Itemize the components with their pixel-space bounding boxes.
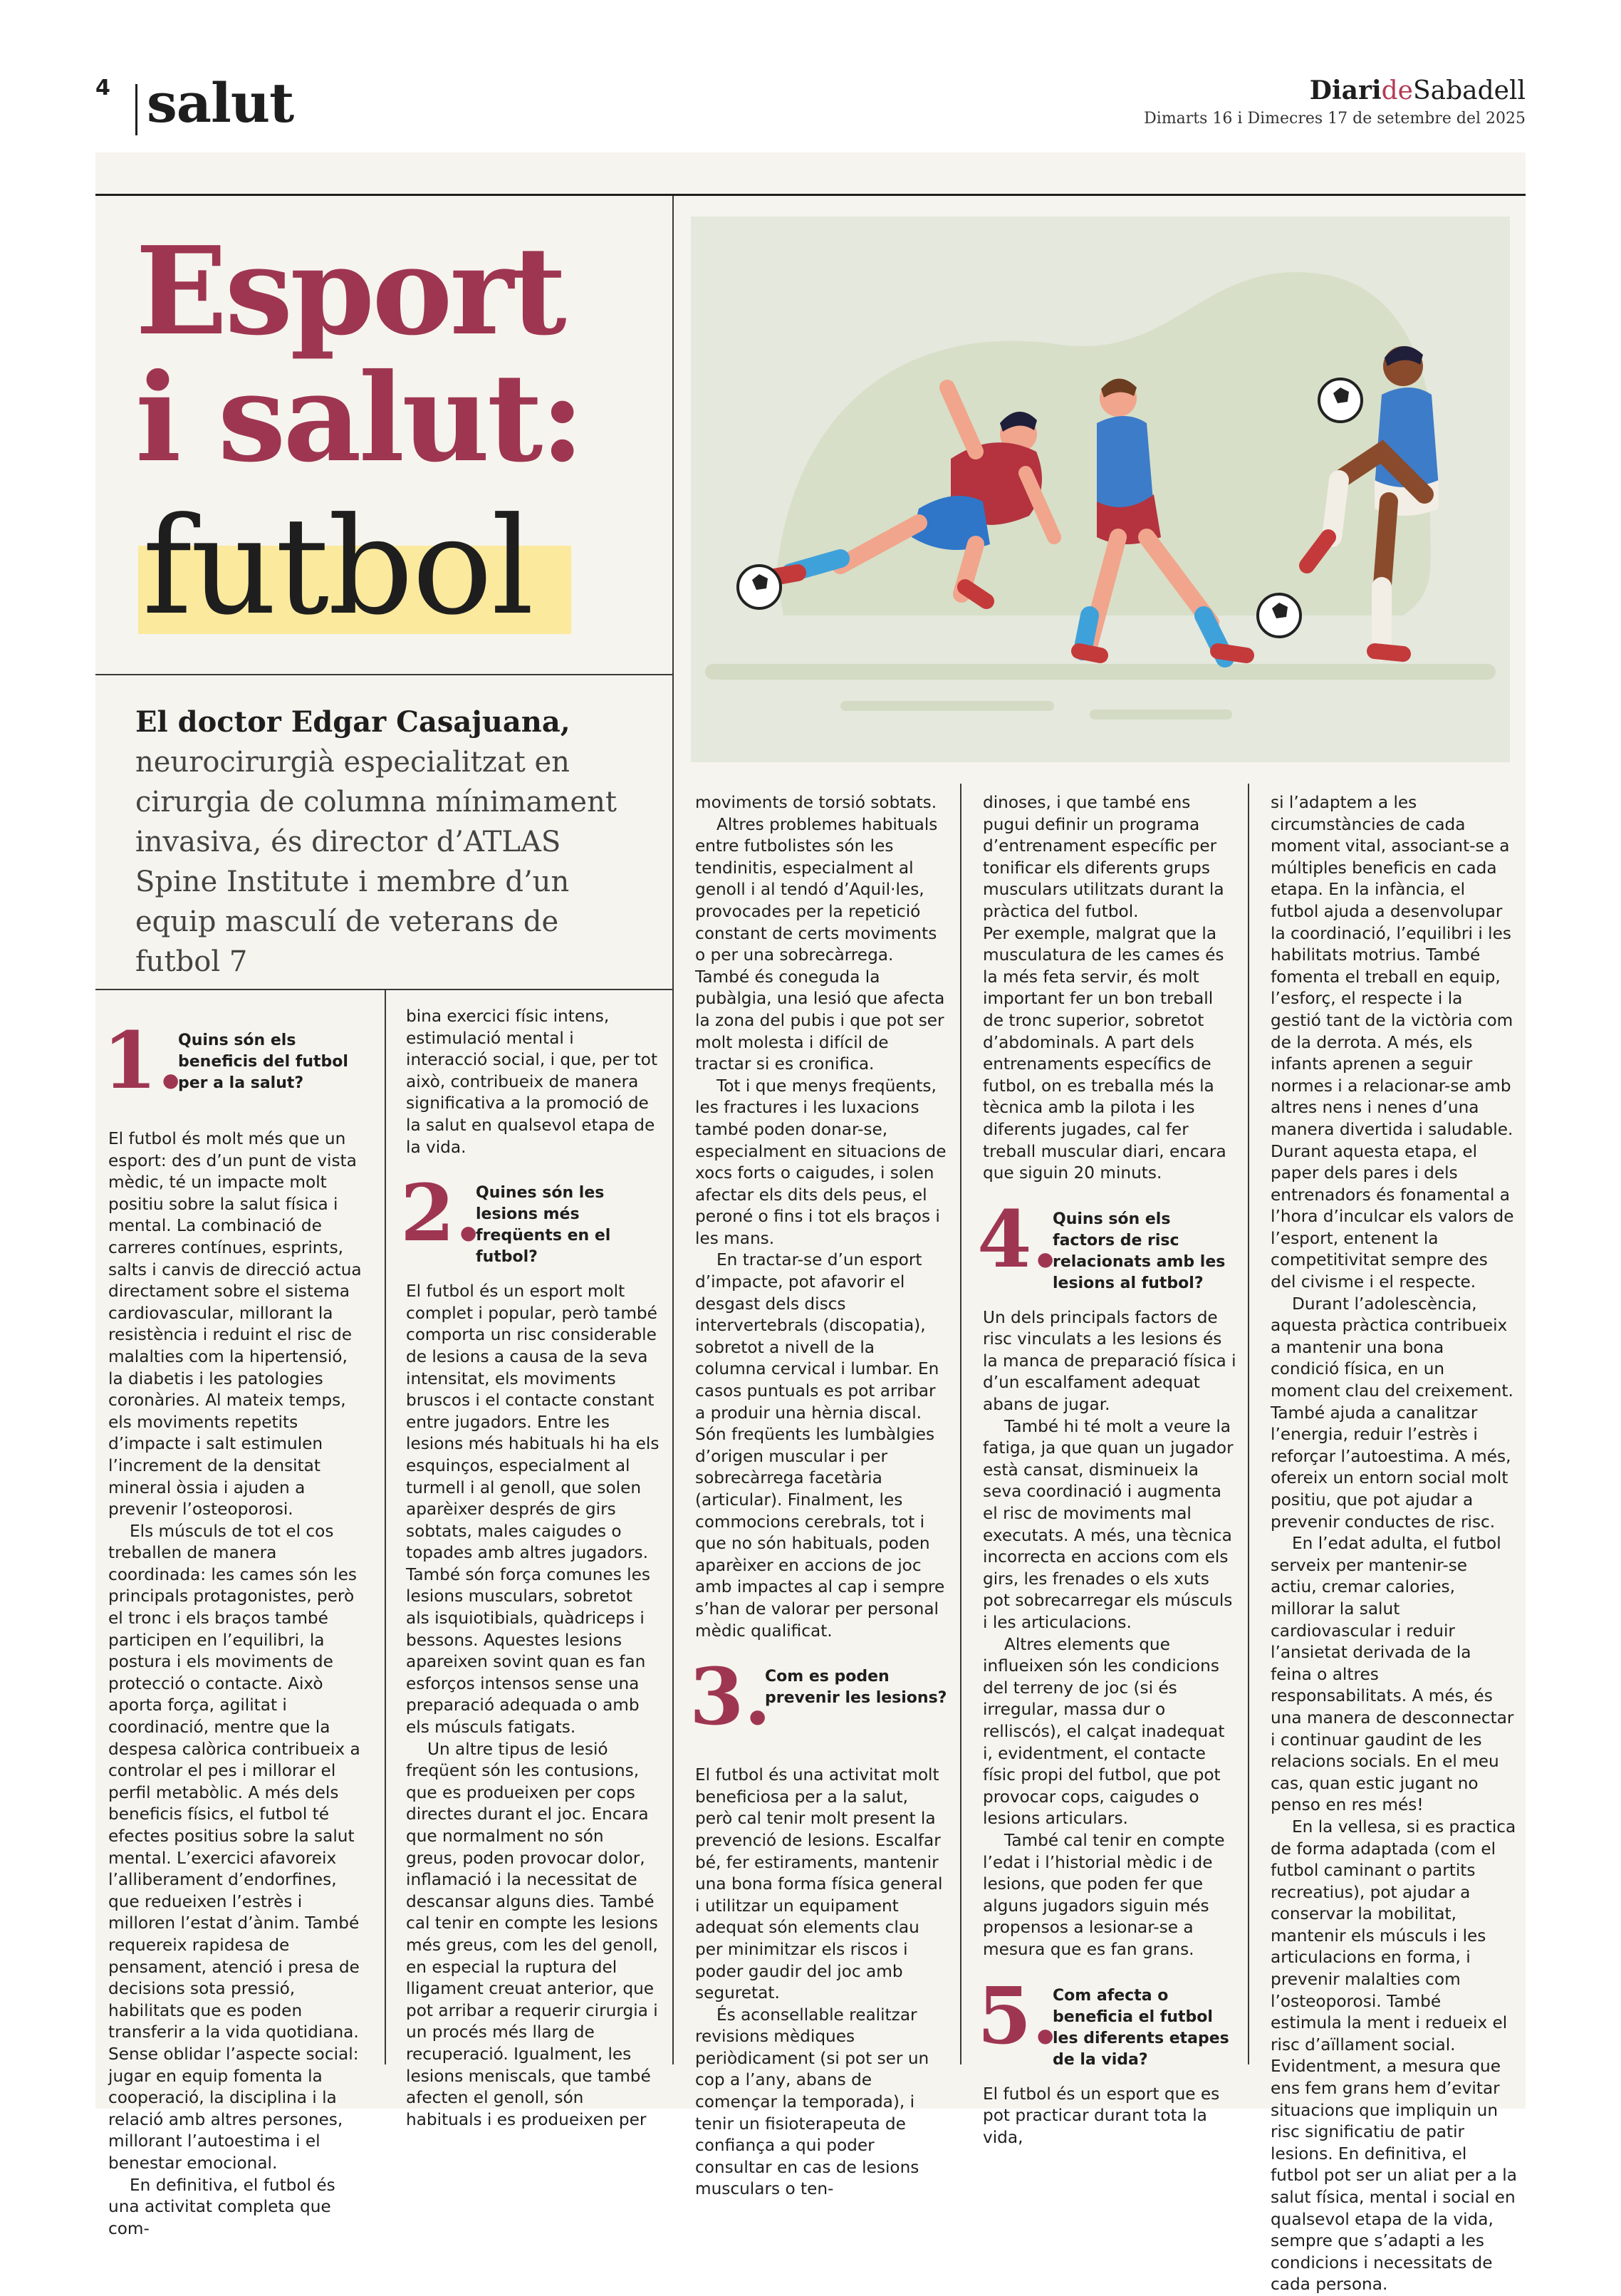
column-divider-3 (960, 784, 961, 2064)
question-2-number: 2. (400, 1167, 482, 1259)
paragraph: En la vellesa, si es practica de forma adaptada (com el futbol caminant o partits recreatius), pot ajudar a conservar la mobilitat, mantenir els músculs i les articulacions en forma, i prevenir malalties com l’osteoporosi. També estimula la ment i redueix el risc d’aïllament social. Evidentment, a mesura que ens fem grans hem d’evitar situacions que impliquin un risc significatiu de patir lesions. En definitiva, el futbol pot ser un aliat per a la salut física, mental i social en qualsevol etapa de la vida, sempre que s’adapti a les condicions i necessitats de cada persona. (1271, 1817, 1517, 2295)
paragraph: Durant l’adolescència, aquesta pràctica contribueix a mantenir una bona condició física, en un moment clau del creixement. També ajuda a canalitzar l’energia, reduir l’estrès i reforçar l’autoestima. A més, ofereix un entorn social molt positiu, que pot ajudar a prevenir conductes de risc. (1271, 1294, 1513, 1532)
paragraph: El futbol és una activitat molt beneficiosa per a la salut, però cal tenir molt present la prevenció de lesions. Escalfar bé, fer estiraments, mantenir una bona forma física general i utilitzar un equipament adequat són elements clau per minimitzar els riscos i poder gaudir del joc amb seguretat. (695, 1765, 943, 2003)
paragraph: També cal tenir en compte l’edat i l’historial mèdic i de lesions, que poden fer que alguns jugadors siguin més propensos a lesionar-se a mesura que es fan grans. (983, 1830, 1225, 1959)
paragraph: Un altre tipus de lesió freqüent són les contusions, que es produeixen per cops directes durant el joc. Encara que normalment no són greus, poden provocar dolor, inflamació i la necessitat de descansar alguns dies. També cal tenir en compte les lesions més greus, com les del genoll, en especial la ruptura del lligament creuat anterior, que pot arribar a requerir cirurgia i un procés més llarg de recuperació. Igualment, les lesions meniscals, que també afecten el genoll, són habituals i es produeixen per (406, 1739, 658, 2129)
divider-title-image (672, 196, 674, 989)
paragraph: Un dels principals factors de risc vinculats a les lesions és la manca de preparació física i d’un escalfament adequat abans de jugar. (983, 1307, 1236, 1415)
masthead (1310, 76, 1526, 105)
panel-top-rule (95, 194, 1526, 196)
paragraph: Tot i que menys freqüents, les fractures i les luxacions també poden donar-se, especialment en situacions de xocs forts o caigudes, i solen afectar els dits dels peus, el peroné o fins i tot els braços i les mans. (695, 1076, 947, 1248)
article-column-4 (977, 792, 1236, 2149)
question-1 (103, 1014, 362, 1108)
column-divider-2 (672, 989, 674, 2064)
paragraph: dinoses, i que també ens pugui definir un programa d’entrenament específic per tonificar els diferents grups musculars utilitzats durant la pràctica del futbol. (983, 793, 1224, 921)
column-divider-4 (1248, 784, 1249, 2064)
article-column-5 (1271, 792, 1517, 2296)
paragraph: En tractar-se d’un esport d’impacte, pot afavorir el desgast dels discs intervertebrals (discopatia), sobretot a nivell de la columna cervical i lumbar. En casos puntuals es pot arribar a produir una hèrnia discal. Són freqüents les lumbàlgies d’origen muscular i per sobrecàrrega facetària (articular). Finalment, les commocions cerebrals, tot i que no són habituals, poden aparèixer en accions de joc amb impactes al cap i sempre s’han de valorar per personal mèdic qualificat. (695, 1250, 945, 1641)
question-4 (977, 1193, 1236, 1292)
football-players-illustration (691, 217, 1510, 762)
question-3-text: Com es poden prevenir les lesions? (765, 1668, 947, 1708)
article-column-1 (103, 1006, 362, 2240)
masthead-de: de (1381, 76, 1413, 105)
question-3 (689, 1651, 949, 1745)
illustration-svg (691, 217, 1510, 762)
question-3-number: 3. (689, 1651, 771, 1743)
paragraph: En l’edat adulta, el futbol serveix per mantenir-se actiu, cremar calories, millorar la salut cardiovascular i reduir l’ansietat derivada de la feina o altres responsabilitats. A més, és una manera de desconnectar i continuar gaudint de les relacions socials. En el meu cas, quan estic jugant no penso en res més! (1271, 1534, 1514, 1815)
column-divider-1 (385, 989, 386, 2064)
headline-line-1: Esport (135, 220, 564, 363)
paragraph: El futbol és un esport molt complet i popular, però també comporta un risc considerable de lesions a causa de la seva intensitat, els moviments bruscos i el contacte constant entre jugadors. Entre les lesions més habituals hi ha els esquinços, especialment al turmell i al genoll, que solen aparèixer després de girs sobtats, males caigudes o topades amb altres jugadors. També són força comunes les lesions musculars, sobretot als isquiotibials, quàdriceps i bessons. Aquestes lesions apareixen sovint quan es fan esforços intensos sense una preparació adequada o amb els músculs fatigats. (406, 1282, 660, 1737)
headline-line-3: futbol (142, 489, 533, 645)
paragraph: És aconsellable realitzar revisions mèdiques periòdicament (si pot ser un cop a l’any, abans de començar la temporada), i tenir un fisioterapeuta de confiança a qui poder consultar en cas de lesions musculars o ten- (695, 2005, 929, 2199)
question-5 (977, 1969, 1236, 2069)
headline-line-2: i salut: (135, 347, 583, 489)
deck-bold: El doctor Edgar Casajuana, (135, 705, 570, 739)
paragraph: El futbol és molt més que un esport: des d’un punt de vista mèdic, té un impacte molt positiu sobre la salut física i mental. La combinació de carreres contínues, esprints, salts i canvis de direcció actua directament sobre el sistema cardiovascular, millorant la resistència i reduint el risc de malalties com la hipertensió, la diabetis i les patologies coronàries. Al mateix temps, els moviments repetits d’impacte i salt estimulen l’increment de la densitat mineral òssia i ajuden a prevenir l’osteoporosi. (108, 1129, 362, 1520)
question-4-text: Quins són els factors de risc relacionats amb les lesions al futbol? (1053, 1210, 1226, 1292)
paragraph: si l’adaptem a les circumstàncies de cada moment vital, associant-se a múltiples beneficis en cada etapa. En la infància, el futbol ajuda a desenvolupar la coordinació, l’equilibri i les habilitats motrius. També fomenta el treball en equip, l’esforç, el respecte i la gestió tant de la victòria com de la derrota. A més, els infants aprenen a seguir normes i a relacionar-se amb altres nens i nenes d’una manera divertida i saludable. Durant aquesta etapa, el paper dels pares i dels entrenadors és fonamental a l’hora d’inculcar els valors de l’esport, entenent la competitivitat sempre des del civisme i el respecte. (1271, 793, 1514, 1292)
question-4-number: 4. (977, 1193, 1059, 1285)
section-label: salut (147, 71, 294, 135)
question-5-number: 5. (977, 1969, 1059, 2062)
question-1-number: 1. (103, 1014, 184, 1106)
paragraph: Per exemple, malgrat que la musculatura de les cames és la més feta servir, és molt important fer un bon treball de tronc superior, sobretot d’abdominals. A part dels entrenaments específics de futbol, on es treballa més la tècnica amb la pilota i les diferents jugades, cal fer treball muscular diari, encara que siguin 20 minuts. (983, 923, 1226, 1183)
paragraph: Altres elements que influeixen són les condicions del terreny de joc (si és irregular, massa dur o relliscós), el calçat inadequat i, evidentment, el contacte físic propi del futbol, que pot provocar cops, caigudes o lesions articulars. (983, 1634, 1225, 1829)
question-5-text: Com afecta o beneficia el futbol les diferents etapes de la vida? (1053, 1986, 1229, 2069)
masthead-sabadell: Sabadell (1412, 76, 1526, 105)
divider-title-deck (95, 674, 672, 675)
divider-deck-columns (95, 989, 672, 990)
paragraph: Altres problemes habituals entre futbolistes són les tendinitis, especialment al genoll i al tendó d’Aquil·les, provocades per la repetició constant de certs moviments o per una sobrecàrrega. També és coneguda la pubàlgia, una lesió que afecta la zona del pubis i que pot ser molt molesta i difícil de tractar si es cronifica. (695, 814, 945, 1074)
paragraph: moviments de torsió sobtats. (695, 793, 937, 812)
paragraph: També hi té molt a veure la fatiga, ja que quan un jugador està cansat, disminueix la seva coordinació i augmenta el risc de moviments mal executats. A més, una tècnica incorrecta en accions com els girs, les frenades o els xuts pot sobrecarregar els músculs i les articulacions. (983, 1416, 1234, 1632)
paragraph: El futbol és un esport que es pot practicar durant tota la vida, (983, 2084, 1220, 2147)
question-1-text: Quins són els beneficis del futbol per a la salut? (178, 1032, 348, 1092)
article-column-3 (689, 792, 949, 2201)
article-column-2 (400, 1006, 660, 2131)
paragraph: En definitiva, el futbol és una activitat completa que com- (108, 2175, 335, 2238)
headline (135, 220, 583, 489)
paragraph: Els músculs de tot el cos treballen de manera coordinada: les cames són les principals protagonistes, però el tronc i els braços també participen en l’equilibri, la postura i els moviments de protecció o contacte. Això aporta força, agilitat i coordinació, mentre que la despesa calòrica contribueix a controlar el pes i millorar el perfil metabòlic. A més dels beneficis físics, el futbol té efectes positius sobre la salut mental. L’exercici afavoreix l’alliberament d’endorfines, que redueixen l’estrès i milloren l’estat d’ànim. També requereix rapidesa de pensament, atenció i presa de decisions sota pressió, habilitats que es poden transferir a la vida quotidiana. Sense oblidar l’aspecte social: jugar en equip fomenta la cooperació, la disciplina i la relació amb altres persones, millorant l’autoestima i el benestar emocional. (108, 1521, 360, 2173)
page-number: 4 (95, 76, 110, 100)
question-2 (400, 1167, 660, 1267)
paragraph: bina exercici físic intens, estimulació mental i interacció social, i que, per tot això, contribueix de manera significativa a la promoció de la salut en qualsevol etapa de la vida. (406, 1007, 658, 1157)
question-2-text: Quines són les lesions més freqüents en el futbol? (476, 1184, 611, 1267)
deck (135, 702, 648, 982)
masthead-diari: Diari (1309, 76, 1382, 105)
issue-date: Dimarts 16 i Dimecres 17 de setembre del 2025 (1144, 110, 1526, 128)
deck-text: neurocirurgià especialitzat en cirurgia de columna mínimament invasiva, és director d’ATLAS Spine Institute i membre d’un equip masculí de veterans de futbol 7 (135, 746, 617, 978)
header-separator (135, 84, 137, 135)
